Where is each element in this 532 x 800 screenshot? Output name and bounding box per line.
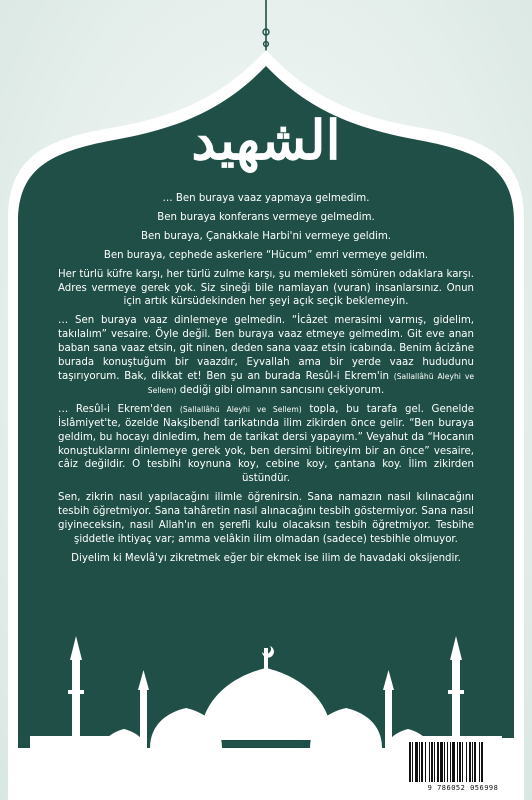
book-title: الشهيد	[191, 108, 341, 172]
paragraph-5: Her türlü küfre karşı, her türlü zulme karşı, şu memleketi sömüren odaklara karşı. Adres vermeye gerek yok. Siz sineği bile namlayan (vuran) insanlarsınız. Onun için artık kürsüdekinden her şeyi açık seçik beklemeyin.	[58, 268, 474, 308]
barcode-bar	[409, 742, 411, 782]
barcode-bar	[419, 742, 420, 782]
salawat-note-1: (Sallallâhü Aleyhi ve Sellem)	[147, 371, 474, 395]
barcode-bar	[431, 742, 433, 782]
barcode-bar	[481, 742, 483, 782]
barcode-bar	[457, 742, 458, 782]
paragraph-6-text-c: dediği gibi olmanın sancısını çekiyorum.	[179, 384, 385, 396]
paragraph-3: Ben buraya, Çanakkale Harbi'ni vermeye geldim.	[140, 230, 392, 242]
barcode-bar	[425, 742, 426, 782]
barcode-bar	[434, 742, 435, 782]
barcode-bar	[479, 742, 480, 782]
paragraph-7	[58, 403, 474, 486]
paragraph-8: Sen, zikrin nasıl yapılacağını ilimle öğrenirsin. Sana namazın nasıl kılınacağını tesbih öğretmiyor. Sana tahâretin nasıl alınacağını tesbih göstermiyor. Sana nasıl giyineceksin, nasıl Allah'ın en şerefli kulu olacaksın tesbih öğretmiyor. Tesbihe şiddetle ihtiyaç var; amma velâkin ilim olmadan (sadece) tesbihle olmuyor.	[58, 492, 474, 545]
paragraph-1: … Ben buraya vaaz yapmaya gelmedim.	[162, 193, 370, 204]
barcode-bars	[408, 742, 518, 782]
barcode-bar	[472, 742, 473, 782]
isbn-number: 9 786052 056998	[427, 784, 499, 792]
barcode-bar	[469, 742, 471, 782]
quote-text	[58, 192, 474, 571]
paragraph-6-text-a: … Sen buraya vaaz dinlemeye gelmedin. “İcâzet merasimi varmış, gidelim, takılalım” vesaire. Öyle değil. Ben buraya vaaz etmeye gelmedim. Git eve anan baban sana vaaz etsin, git ninen, deden sana vaaz etsin icabında. Benim âcizâne burada konuştuğum bir vaazdır, Eyvallah ama bir yerde vaaz hududunu taşırıyorum. Bak, dikkat et! Ben şu an burada Resûl-i Ekrem'in	[58, 315, 474, 382]
barcode-bar	[447, 742, 448, 782]
paragraph-7-text-a: … Resûl-i Ekrem'den	[58, 403, 173, 415]
barcode-bar	[452, 742, 455, 782]
isbn-barcode	[404, 738, 522, 794]
paragraph-7-text-c: topla, bu tarafa gel. Genelde İslâmiyet'te, özelde Nakşibendî tarikatında ilim zikirden önce gelir. “Ben buraya geldim, bu hocayı dinledim, hem de tarikat dersi yapayım.” Veyahut da “Hocanın konuştuklarını dinlemeye gerek yok, ben dersimi bitireyim bir an önce” vesaire, câiz değildir. O tesbihi koynuna koy, cebine koy, çantana koy. İlim zikirden üstündür.	[58, 403, 475, 485]
barcode-bar	[440, 742, 443, 782]
paragraph-6	[58, 314, 474, 397]
barcode-bar	[437, 742, 439, 782]
barcode-bar	[462, 742, 463, 782]
barcode-bar	[421, 742, 423, 782]
barcode-bar	[415, 742, 418, 782]
barcode-bar	[412, 742, 413, 782]
paragraph-4: Ben buraya, cephede askerlere “Hücum” emri vermeye geldim.	[103, 249, 429, 261]
salawat-note-2: (Sallallâhü Aleyhi ve Sellem)	[179, 404, 302, 414]
barcode-bar	[474, 742, 476, 782]
barcode-bar	[429, 742, 430, 782]
barcode-bar	[444, 742, 445, 782]
barcode-bar	[466, 742, 467, 782]
barcode-bar	[459, 742, 461, 782]
paragraph-2: Ben buraya konferans vermeye gelmedim.	[157, 211, 375, 223]
paragraph-9: Diyelim ki Mevlâ'yı zikretmek eğer bir ekmek ise ilim de havadaki oksijendir.	[71, 552, 461, 564]
barcode-bar	[450, 742, 451, 782]
